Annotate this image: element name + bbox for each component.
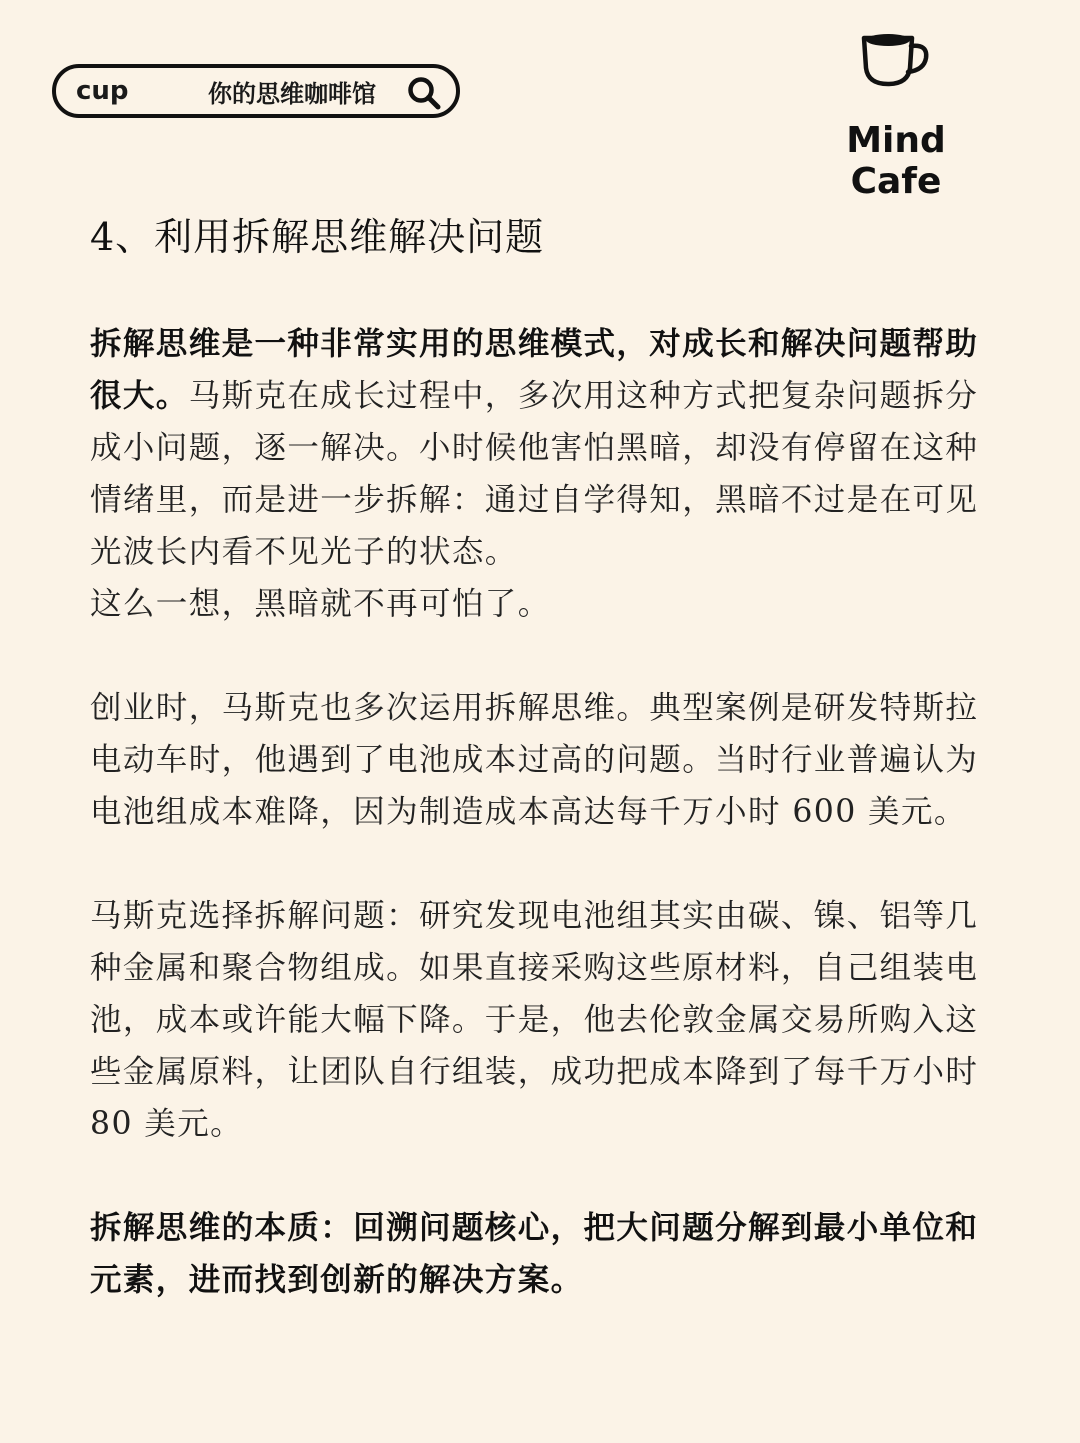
section-heading: 4、利用拆解思维解决问题: [90, 215, 545, 259]
paragraph-3: 马斯克选择拆解问题：研究发现电池组其实由碳、镍、铝等几种金属和聚合物组成。如果直接采购这些原材料，自己组装电池，成本或许能大幅下降。于是，他去伦敦金属交易所购入这些金属原料，让团队自行组装，成功把成本降到了每千万小时 80 美元。: [90, 898, 979, 1142]
search-bar-slogan: 你的思维咖啡馆: [208, 79, 376, 108]
paragraph-1-text: 马斯克在成长过程中，多次用这种方式把复杂问题拆分成小问题，逐一解决。小时候他害怕黑暗，却没有停留在这种情绪里，而是进一步拆解：通过自学得知，黑暗不过是在可见光波长内看不见光子的状态。: [90, 378, 979, 570]
search-bar[interactable]: [52, 64, 460, 118]
brand-logo: [796, 28, 996, 202]
search-icon[interactable]: [406, 75, 442, 111]
brand-name: Mind Cafe: [846, 120, 946, 202]
paragraph-1: [90, 318, 996, 578]
coffee-cup-icon: [858, 28, 934, 90]
paragraph-4-summary: 拆解思维的本质：回溯问题核心，把大问题分解到最小单位和元素，进而找到创新的解决方案。: [90, 1209, 979, 1298]
paragraph-1-bold: 拆解思维是一种非常实用的思维模式，对成长和解决问题帮助很大。: [90, 325, 979, 414]
paragraph-2: 创业时，马斯克也多次运用拆解思维。典型案例是研发特斯拉电动车时，他遇到了电池成本过高的问题。当时行业普遍认为电池组成本难降，因为制造成本高达每千万小时 600 美元。: [90, 690, 979, 830]
paragraph-1-conclusion: 这么一想，黑暗就不再可怕了。: [90, 586, 551, 622]
article-body: [90, 318, 996, 1306]
search-bar-keyword: cup: [76, 76, 129, 106]
